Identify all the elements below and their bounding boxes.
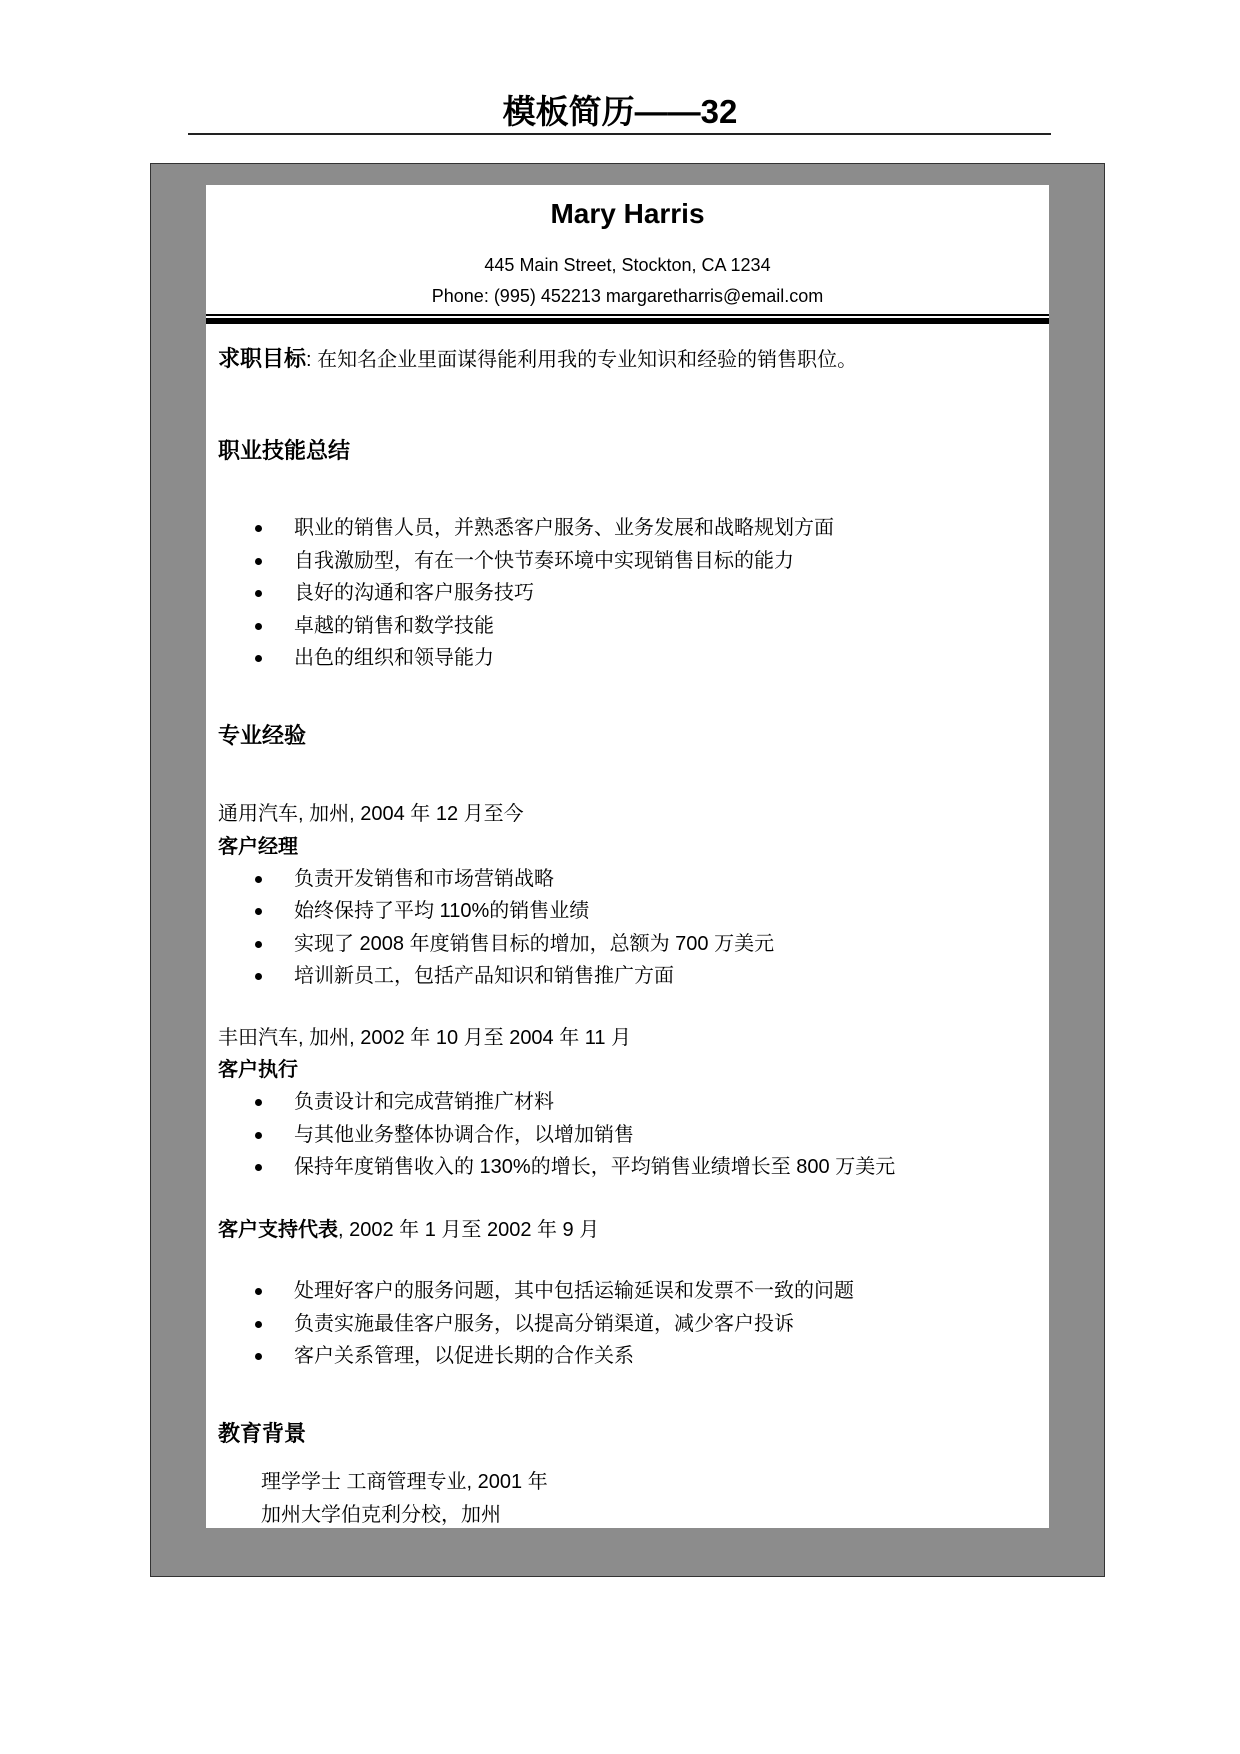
job-company: 丰田汽车, 加州, 2002 年 10 月至 2004 年 11 月 — [218, 1027, 632, 1049]
bullet-icon — [255, 908, 262, 915]
bullet-icon — [255, 590, 262, 597]
header-divider-thin — [206, 314, 1049, 316]
list-item: 负责实施最佳客户服务，以提高分销渠道，减少客户投诉 — [294, 1313, 794, 1335]
title-divider — [188, 133, 1051, 135]
list-item: 保持年度销售收入的 130%的增长，平均销售业绩增长至 800 万美元 — [294, 1156, 896, 1178]
list-item: 实现了 2008 年度销售目标的增加，总额为 700 万美元 — [294, 933, 775, 955]
bullet-icon — [255, 525, 262, 532]
bullet-icon — [255, 1099, 262, 1106]
experience-heading: 专业经验 — [218, 723, 307, 748]
address: 445 Main Street, Stockton, CA 1234 — [484, 255, 771, 275]
bullet-icon — [255, 623, 262, 630]
list-item: 卓越的销售和数学技能 — [294, 615, 494, 637]
bullet-icon — [255, 973, 262, 980]
education-heading: 教育背景 — [218, 1421, 307, 1446]
bullet-icon — [255, 1321, 262, 1328]
resume-name: Mary Harris — [550, 198, 705, 229]
degree: 理学学士 工商管理专业, 2001 年 — [261, 1471, 548, 1493]
list-item: 职业的销售人员，并熟悉客户服务、业务发展和战略规划方面 — [294, 517, 834, 539]
list-item: 始终保持了平均 110%的销售业绩 — [294, 900, 590, 922]
header-divider-thick — [206, 318, 1049, 324]
bullet-icon — [255, 1353, 262, 1360]
job-dates: , 2002 年 1 月至 2002 年 9 月 — [338, 1219, 600, 1241]
document-title: 模板简历——32 — [502, 93, 738, 130]
contact-line: Phone: (995) 452213 margaretharris@email.com — [431, 286, 824, 306]
job-title: 客户执行 — [218, 1059, 298, 1081]
list-item: 培训新员工，包括产品知识和销售推广方面 — [294, 965, 674, 987]
objective-label: 求职目标 — [218, 346, 307, 371]
job-heading — [218, 1214, 599, 1246]
list-item: 自我激励型，有在一个快节奏环境中实现销售目标的能力 — [294, 550, 794, 572]
bullet-icon — [255, 1288, 262, 1295]
bullet-icon — [255, 1132, 262, 1139]
list-item: 良好的沟通和客户服务技巧 — [294, 582, 534, 604]
list-item: 与其他业务整体协调合作，以增加销售 — [294, 1124, 634, 1146]
list-item: 负责设计和完成营销推广材料 — [294, 1091, 554, 1113]
job-title: 客户支持代表 — [218, 1219, 338, 1241]
school: 加州大学伯克利分校，加州 — [261, 1504, 501, 1526]
bullet-icon — [255, 876, 262, 883]
objective-text: : 在知名企业里面谋得能利用我的专业知识和经验的销售职位。 — [306, 349, 858, 371]
list-item: 处理好客户的服务问题，其中包括运输延误和发票不一致的问题 — [294, 1280, 854, 1302]
list-item: 客户关系管理，以促进长期的合作关系 — [294, 1345, 634, 1367]
list-item: 出色的组织和领导能力 — [294, 647, 494, 669]
bullet-icon — [255, 655, 262, 662]
skills-heading: 职业技能总结 — [218, 438, 351, 463]
job-company: 通用汽车, 加州, 2004 年 12 月至今 — [218, 803, 524, 825]
list-item: 负责开发销售和市场营销战略 — [294, 868, 554, 890]
job-title: 客户经理 — [218, 836, 298, 858]
objective — [218, 343, 857, 376]
bullet-icon — [255, 558, 262, 565]
bullet-icon — [255, 941, 262, 948]
bullet-icon — [255, 1164, 262, 1171]
